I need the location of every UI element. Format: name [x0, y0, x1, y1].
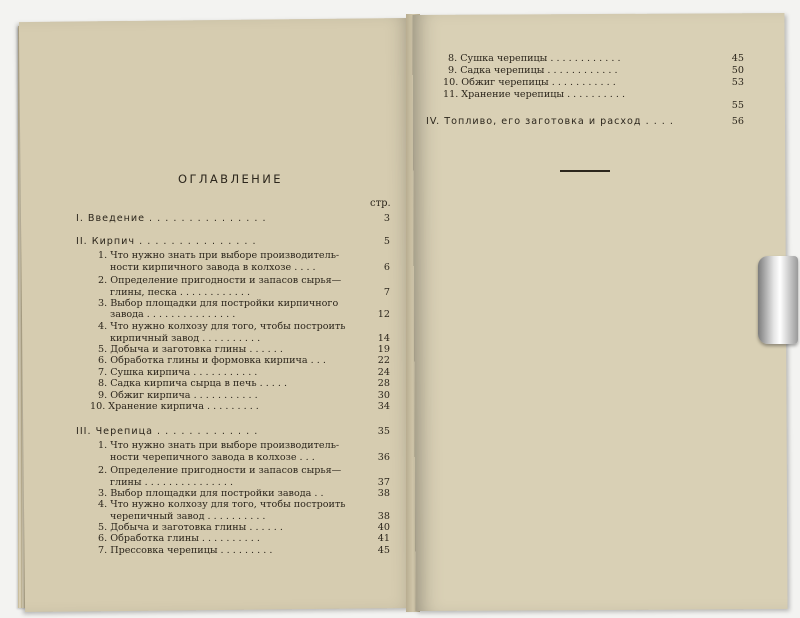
left-entry-page-number: 24: [377, 367, 390, 378]
left-entry-text: I. Введение . . . . . . . . . . . . . . .: [76, 213, 267, 224]
left-entry-text: глины, песка . . . . . . . . . . . .: [110, 287, 250, 298]
left-entry-text: ности кирпичного завода в колхозе . . . .: [110, 262, 316, 273]
left-entry-page-number: 37: [377, 477, 390, 488]
left-entry-text: 1. Что нужно знать при выборе производитель-: [98, 440, 340, 451]
left-entry-page-number: 5: [383, 236, 390, 247]
left-entry-page-number: 35: [377, 426, 390, 437]
right-entry-text: 10. Обжиг черепицы . . . . . . . . . . .: [443, 77, 616, 88]
left-entry-page-number: 41: [377, 533, 390, 544]
left-entry-page-number: 22: [377, 355, 390, 366]
left-entry-page-number: 34: [377, 401, 390, 412]
left-entry-text: 8. Садка кирпича сырца в печь . . . . .: [98, 378, 288, 389]
right-entry-text: IV. Топливо, его заготовка и расход . . . .: [426, 116, 674, 127]
left-entry-text: 6. Обработка глины и формовка кирпича . . .: [98, 355, 326, 366]
left-entry-text: 2. Определение пригодности и запасов сырья—: [98, 275, 342, 286]
right-entry-page-number: 45: [731, 53, 744, 64]
right-entry-text: 8. Сушка черепицы . . . . . . . . . . . .: [448, 53, 621, 64]
left-entry-text: 3. Выбор площадки для постройки кирпичного: [98, 298, 339, 309]
left-entry-text: черепичный завод . . . . . . . . . .: [110, 511, 266, 522]
right-entry-page-number: 55: [731, 100, 744, 111]
left-entry-text: 5. Добыча и заготовка глины . . . . . .: [98, 522, 283, 533]
divider-line: [560, 170, 610, 172]
toc-title: ОГЛАВЛЕНИЕ: [178, 172, 283, 186]
right-entry-page-number: 53: [731, 77, 744, 88]
left-entry-text: 7. Сушка кирпича . . . . . . . . . . .: [98, 367, 258, 378]
left-entry-page-number: 45: [377, 545, 390, 556]
left-entry-text: III. Черепица . . . . . . . . . . . . .: [76, 426, 259, 437]
left-entry-page-number: 7: [383, 287, 390, 298]
left-entry-page-number: 38: [377, 511, 390, 522]
left-entry-page-number: 38: [377, 488, 390, 499]
left-entry-page-number: 28: [377, 378, 390, 389]
left-entry-text: ности черепичного завода в колхозе . . .: [110, 452, 315, 463]
left-entry-page-number: 40: [377, 522, 390, 533]
left-entry-page-number: 12: [377, 309, 390, 320]
page-column-label: стр.: [370, 198, 391, 209]
right-entry-text: 11. Хранение черепицы . . . . . . . . . .: [443, 89, 626, 100]
right-entry-page-number: 56: [731, 116, 744, 127]
left-entry-text: завода . . . . . . . . . . . . . . .: [110, 309, 236, 320]
left-entry-page-number: 3: [383, 213, 390, 224]
right-entry-text: 9. Садка черепицы . . . . . . . . . . . .: [448, 65, 618, 76]
right-entry-page-number: 50: [731, 65, 744, 76]
left-entry-text: 3. Выбор площадки для постройки завода . .: [98, 488, 324, 499]
left-entry-text: кирпичный завод . . . . . . . . . .: [110, 333, 261, 344]
left-entry-text: 9. Обжиг кирпича . . . . . . . . . . .: [98, 390, 258, 401]
left-entry-text: 7. Прессовка черепицы . . . . . . . . .: [98, 545, 273, 556]
left-entry-page-number: 36: [377, 452, 390, 463]
left-entry-text: 10. Хранение кирпича . . . . . . . . .: [90, 401, 259, 412]
left-entry-text: 1. Что нужно знать при выборе производитель-: [98, 250, 340, 261]
left-entry-page-number: 30: [377, 390, 390, 401]
left-entry-page-number: 14: [377, 333, 390, 344]
left-entry-text: глины . . . . . . . . . . . . . . .: [110, 477, 234, 488]
left-entry-page-number: 19: [377, 344, 390, 355]
left-entry-text: II. Кирпич . . . . . . . . . . . . . . .: [76, 236, 257, 247]
left-entry-text: 6. Обработка глины . . . . . . . . . .: [98, 533, 260, 544]
left-entry-page-number: 6: [383, 262, 390, 273]
left-entry-text: 2. Определение пригодности и запасов сырья—: [98, 465, 342, 476]
left-entry-text: 5. Добыча и заготовка глины . . . . . .: [98, 344, 283, 355]
left-entry-text: 4. Что нужно колхозу для того, чтобы построить: [98, 321, 346, 332]
left-entry-text: 4. Что нужно колхозу для того, чтобы построить: [98, 499, 346, 510]
